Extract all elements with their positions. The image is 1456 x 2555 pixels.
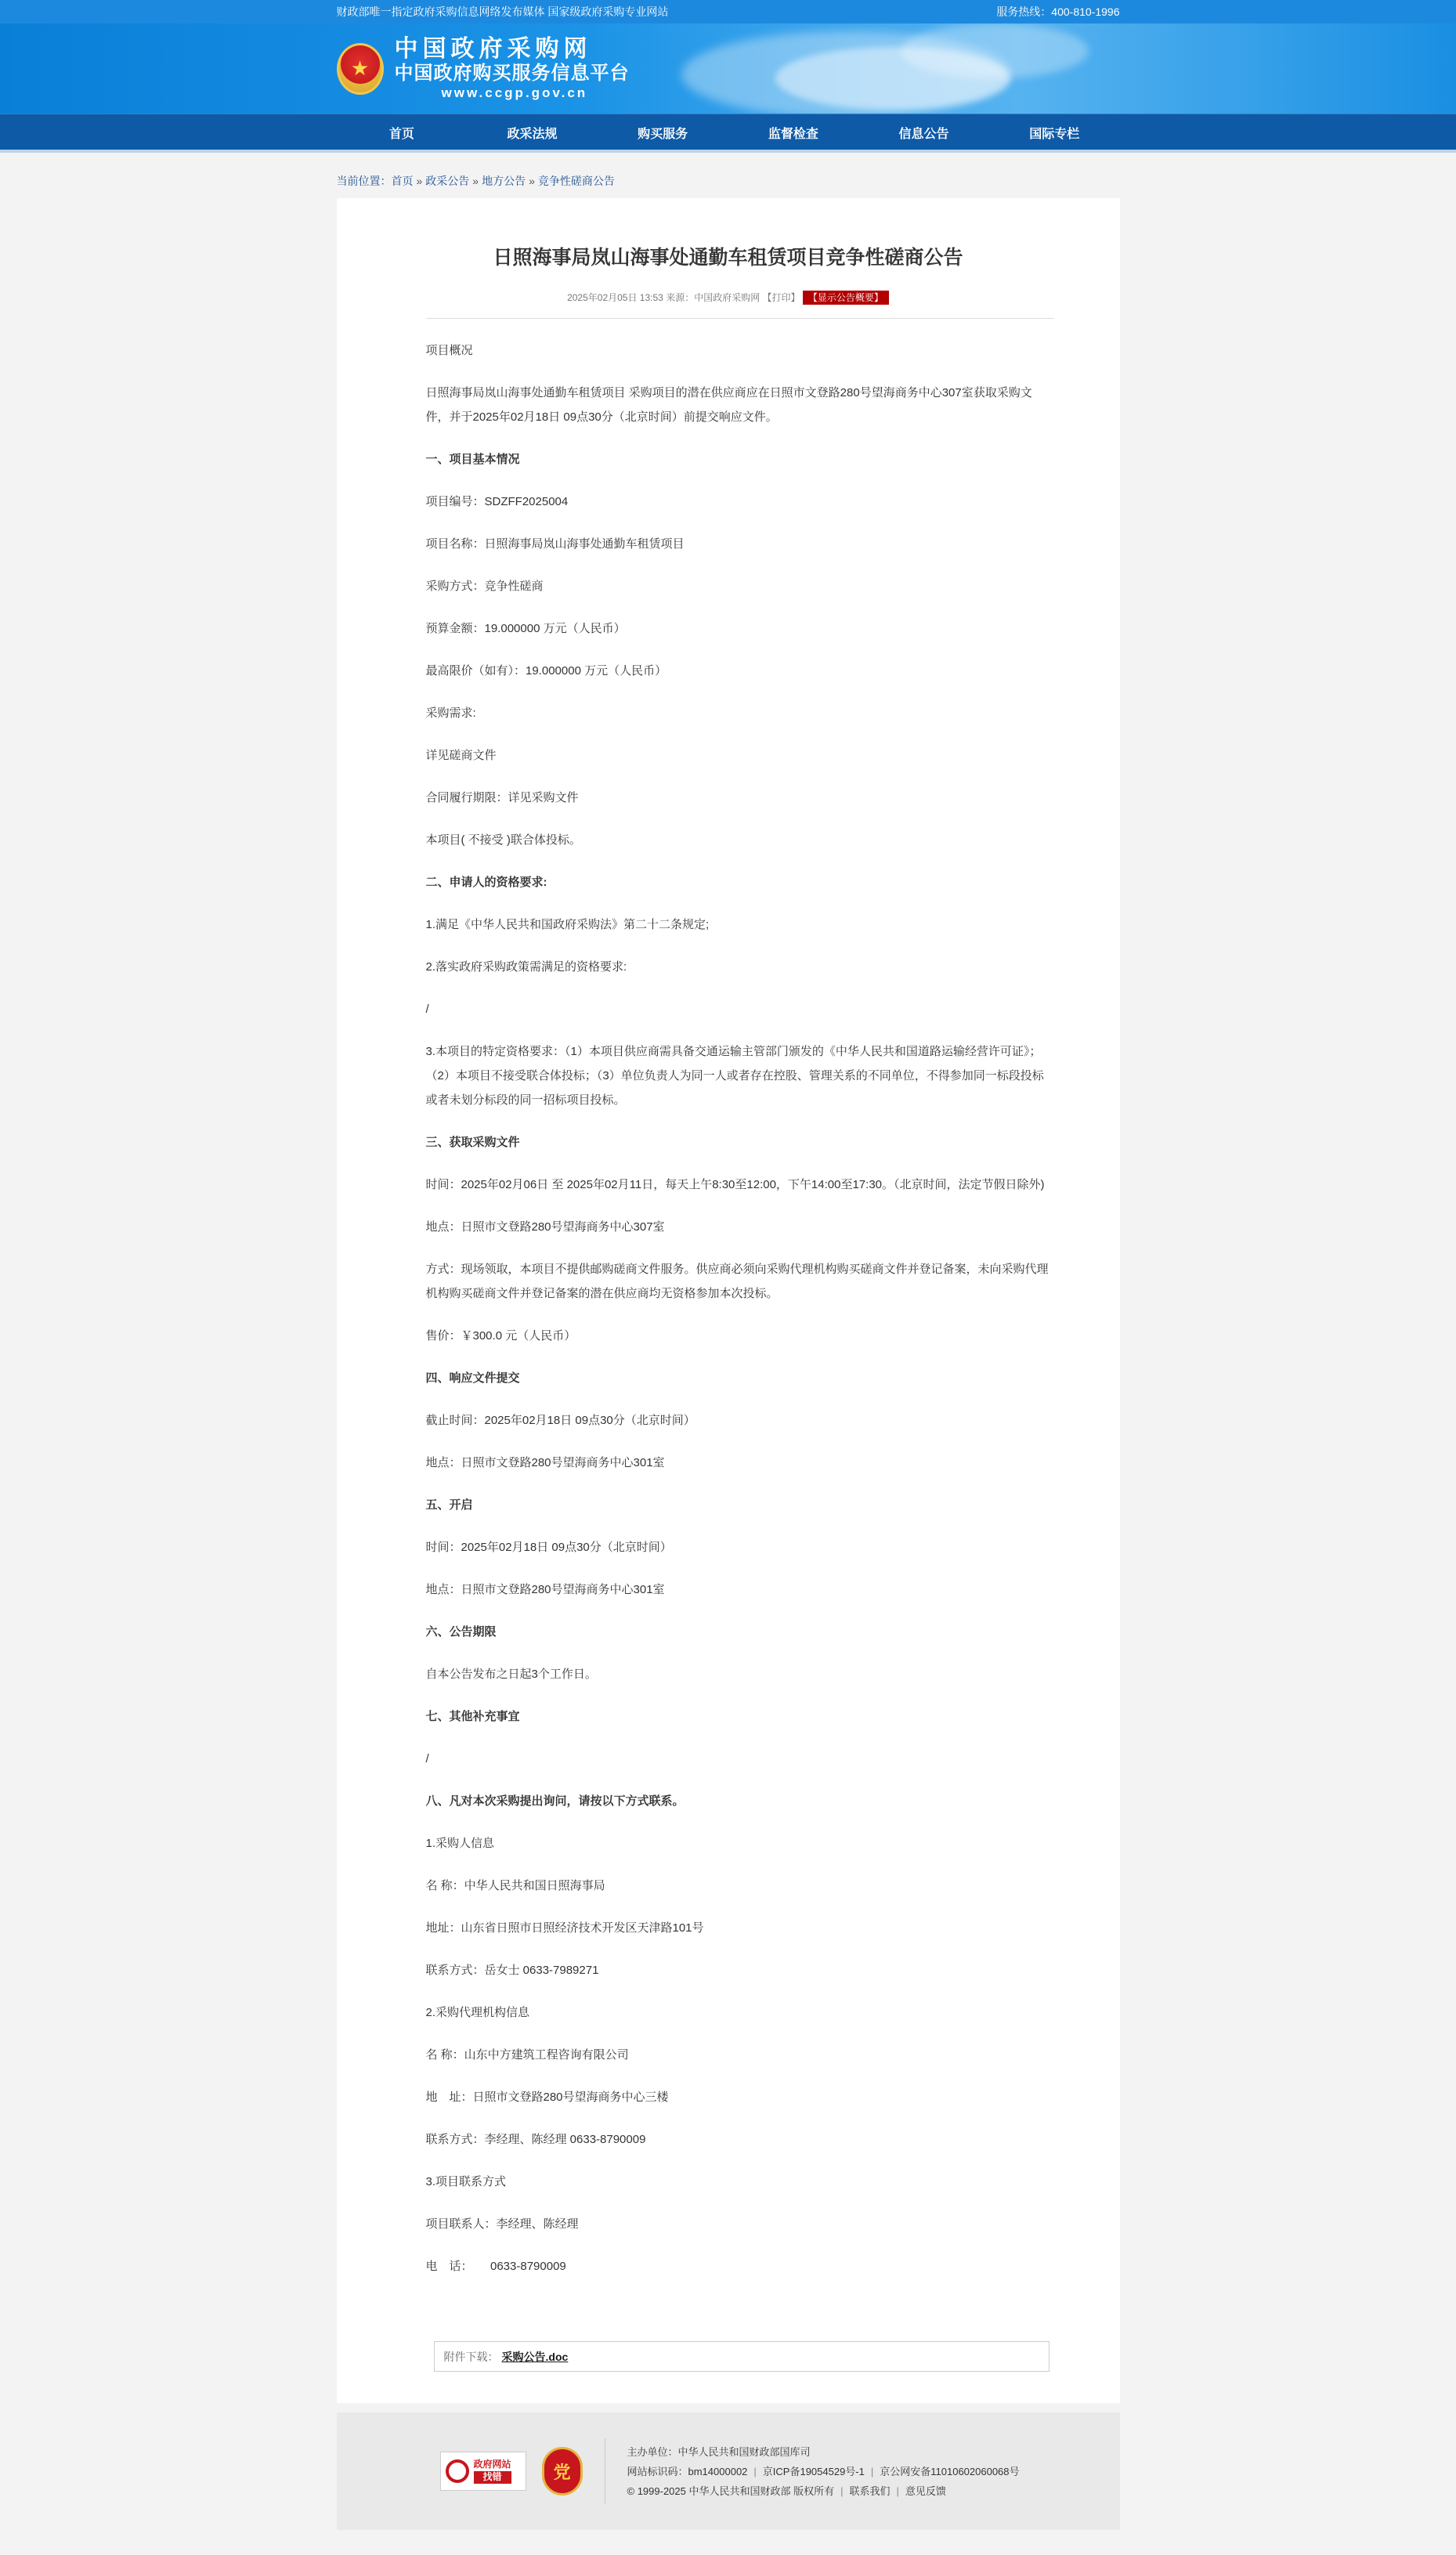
section-heading: 三、获取采购文件 — [425, 1136, 520, 1149]
article-paragraph: 联系方式：岳女士 0633-7989271 — [425, 1964, 599, 1977]
service-hotline: 服务热线：400-810-1996 — [996, 5, 1120, 18]
party-org-badge-icon[interactable]: 党 — [542, 2447, 583, 2495]
article-paragraph: 地点：日照市文登路280号望海商务中心301室 — [425, 1456, 665, 1469]
article-paragraph: 1.满足《中华人民共和国政府采购法》第二十二条规定; — [425, 918, 710, 931]
breadcrumb-label: 当前位置： — [336, 175, 392, 187]
article-paragraph: 2.采购代理机构信息 — [425, 2006, 530, 2019]
article-paragraph: 本项目( 不接受 )联合体投标。 — [425, 833, 581, 847]
article-paragraph: 时间：2025年02月18日 09点30分（北京时间） — [425, 1541, 672, 1554]
nav-item-supervision[interactable]: 监督检查 — [768, 127, 818, 141]
section-heading: 二、申请人的资格要求: — [425, 876, 547, 889]
article-meta — [403, 291, 1054, 304]
magnifier-icon — [446, 2459, 469, 2483]
publish-date: 2025年02月05日 13:53 — [567, 292, 663, 303]
top-strip-slogan: 财政部唯一指定政府采购信息网络发布媒体 国家级政府采购专业网站 — [336, 5, 669, 18]
article-paragraph: 1.采购人信息 — [425, 1837, 495, 1850]
national-emblem-icon: ★ — [337, 43, 384, 95]
nav-item-home[interactable]: 首页 — [388, 127, 414, 141]
attachment-file-link[interactable]: 采购公告.doc — [501, 2350, 569, 2363]
nav-item-purchase-services[interactable]: 购买服务 — [638, 127, 688, 141]
attachment-box — [434, 2341, 1050, 2372]
article-paragraph: 预算金额：19.000000 万元（人民币） — [425, 622, 626, 635]
article-paragraph: / — [425, 1003, 429, 1016]
article-paragraph: 项目联系人：李经理、陈经理 — [425, 2217, 579, 2231]
article-paragraph: 地址：山东省日照市日照经济技术开发区天津路101号 — [425, 1921, 704, 1935]
section-heading: 四、响应文件提交 — [425, 1371, 520, 1385]
article-paragraph: / — [425, 1752, 429, 1765]
nav-item-regulations[interactable]: 政采法规 — [507, 127, 558, 141]
article-paragraph: 日照海事局岚山海事处通勤车租赁项目 采购项目的潜在供应商应在日照市文登路280号望海商务中心307室获取采购文件，并于2025年02月18日 09点30分（北京时间）前提交响应文件。 — [425, 386, 1032, 424]
article-paragraph: 详见磋商文件 — [425, 749, 497, 762]
report-error-badge[interactable] — [440, 2452, 526, 2491]
article-paragraph: 项目名称：日照海事局岚山海事处通勤车租赁项目 — [425, 537, 685, 551]
article-paragraph: 电 话： 0633-8790009 — [425, 2260, 566, 2273]
site-logo[interactable] — [395, 36, 630, 101]
breadcrumb: 当前位置：首页 » 政采公告 » 地方公告 » 竞争性磋商公告 — [336, 175, 615, 187]
article-paragraph: 名 称：山东中方建筑工程咨询有限公司 — [425, 2048, 629, 2062]
section-heading: 八、凡对本次采购提出询问，请按以下方式联系。 — [425, 1794, 685, 1808]
footer-site-id: 网站标识码：bm14000002 — [627, 2465, 748, 2477]
article-card — [337, 198, 1120, 2403]
article-paragraph: 采购方式：竞争性磋商 — [425, 580, 544, 593]
article-paragraph: 方式：现场领取，本项目不提供邮购磋商文件服务。供应商必须向采购代理机构购买磋商文件并登记备案，未向采购代理机构购买磋商文件并登记备案的潜在供应商均无资格参加本次投标。 — [425, 1263, 1049, 1300]
breadcrumb-announcements[interactable]: 政采公告 — [425, 175, 470, 187]
section-heading: 六、公告期限 — [425, 1625, 497, 1639]
breadcrumb-home[interactable]: 首页 — [391, 175, 414, 187]
article-body — [426, 338, 1054, 2279]
article-paragraph: 项目概况 — [425, 344, 473, 357]
footer-info: 主办单位：中华人民共和国财政部国库司 网站标识码：bm14000002 | 京ICP备19054529号-1 | 京公网安备11010602060068号 © 1999-2025 中华人民共和国财政部 版权所有 | 联系我们 | 意见反馈 — [627, 2442, 1020, 2501]
footer-copyright: © 1999-2025 中华人民共和国财政部 版权所有 — [627, 2485, 835, 2497]
article-paragraph: 名 称：中华人民共和国日照海事局 — [425, 1879, 605, 1892]
nav-item-announcements[interactable]: 信息公告 — [898, 127, 949, 141]
section-heading: 五、开启 — [425, 1498, 473, 1512]
footer-police-record[interactable]: 京公网安备11010602060068号 — [880, 2465, 1020, 2477]
top-strip — [0, 0, 1456, 23]
footer-contact-link[interactable]: 联系我们 — [849, 2485, 891, 2497]
article-paragraph: 地点：日照市文登路280号望海商务中心301室 — [425, 1583, 665, 1596]
site-banner — [0, 23, 1456, 114]
report-error-title: 政府网站 — [473, 2459, 511, 2470]
article-paragraph: 3.项目联系方式 — [425, 2175, 507, 2188]
article-paragraph: 地 址：日照市文登路280号望海商务中心三楼 — [425, 2091, 669, 2104]
title-divider — [426, 318, 1054, 319]
article-paragraph: 采购需求: — [425, 707, 476, 720]
logo-title: 中国政府采购网 — [394, 35, 592, 62]
article-paragraph: 售价：￥300.0 元（人民币） — [425, 1329, 576, 1343]
report-error-sub: 找错 — [474, 2471, 511, 2484]
article-paragraph: 3.本项目的特定资格要求：（1）本项目供应商需具备交通运输主管部门颁发的《中华人民共和国道路运输经营许可证》；（2）本项目不接受联合体投标；（3）单位负责人为同一人或者存在控股、管理关系的不同单位，不得参加同一标段投标或者未划分标段的同一招标项目投标。 — [425, 1045, 1044, 1107]
main-nav — [0, 114, 1456, 153]
logo-subtitle: 中国政府购买服务信息平台 — [394, 62, 630, 84]
site-footer — [337, 2412, 1120, 2530]
article-title: 日照海事局岚山海事处通勤车租赁项目竞争性磋商公告 — [493, 247, 963, 269]
article-paragraph: 合同履行期限：详见采购文件 — [425, 791, 579, 804]
section-heading: 七、其他补充事宜 — [425, 1710, 520, 1723]
article-paragraph: 联系方式：李经理、陈经理 0633-8790009 — [425, 2133, 646, 2146]
section-heading: 一、项目基本情况 — [425, 453, 520, 466]
show-summary-button[interactable]: 【显示公告概要】 — [803, 291, 889, 305]
footer-icp[interactable]: 京ICP备19054529号-1 — [762, 2465, 865, 2477]
article-paragraph: 2.落实政府采购政策需满足的资格要求: — [425, 960, 627, 974]
footer-sponsor: 主办单位：中华人民共和国财政部国库司 — [627, 2445, 811, 2458]
logo-url: www.ccgp.gov.cn — [441, 85, 588, 101]
footer-feedback-link[interactable]: 意见反馈 — [905, 2485, 946, 2497]
article-source: 来源：中国政府采购网 — [666, 292, 761, 303]
article-paragraph: 地点：日照市文登路280号望海商务中心307室 — [425, 1220, 665, 1234]
article-paragraph: 截止时间：2025年02月18日 09点30分（北京时间） — [425, 1414, 695, 1427]
breadcrumb-current[interactable]: 竞争性磋商公告 — [537, 175, 615, 187]
print-link[interactable]: 【打印】 — [762, 292, 800, 303]
nav-item-international[interactable]: 国际专栏 — [1029, 127, 1080, 141]
article-paragraph: 自本公告发布之日起3个工作日。 — [425, 1668, 597, 1681]
article-paragraph: 最高限价（如有）：19.000000 万元（人民币） — [425, 664, 667, 678]
article-paragraph: 时间：2025年02月06日 至 2025年02月11日，每天上午8:30至12:00，下午14:00至17:30。（北京时间，法定节假日除外) — [425, 1178, 1045, 1191]
article-paragraph: 项目编号：SDZFF2025004 — [425, 495, 569, 508]
attachment-label: 附件下载： — [443, 2350, 499, 2363]
breadcrumb-local[interactable]: 地方公告 — [482, 175, 526, 187]
